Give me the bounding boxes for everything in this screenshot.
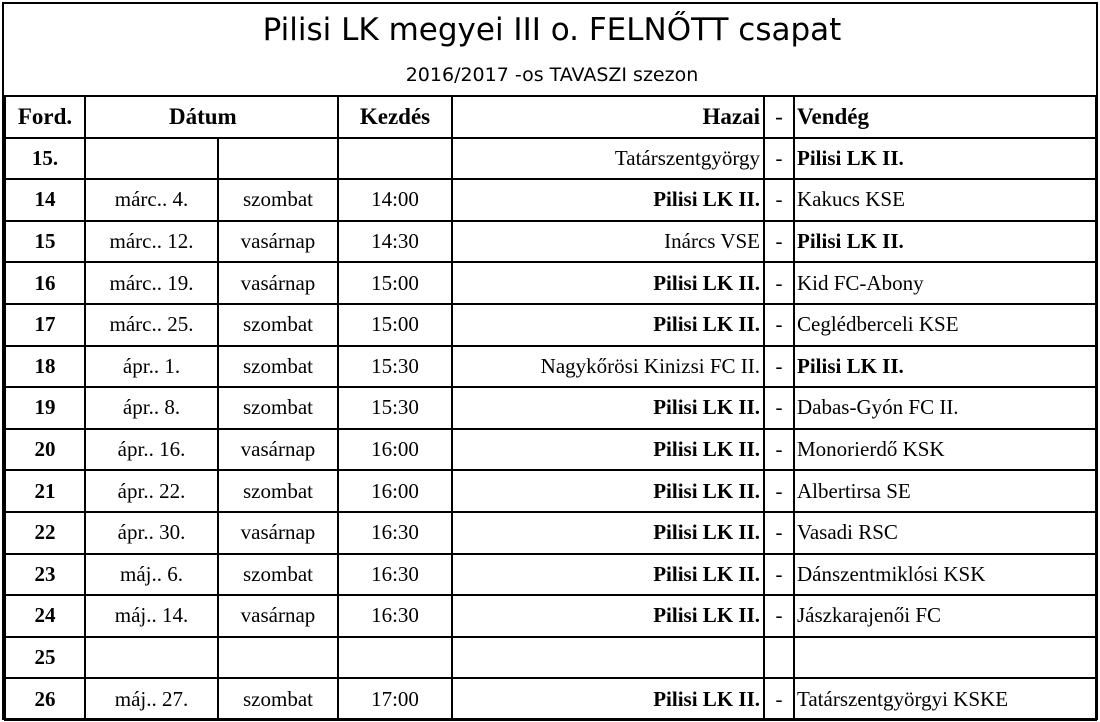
table-row — [5, 179, 1096, 221]
away-team-cell: Vasadi RSC — [794, 512, 1096, 554]
away-team-cell: Pilisi LK II. — [794, 221, 1096, 263]
separator-cell: - — [764, 678, 794, 720]
round-cell: 24 — [5, 595, 85, 637]
home-team-cell: Pilisi LK II. — [452, 387, 764, 429]
weekday-cell: szombat — [218, 554, 338, 596]
home-team-cell: Pilisi LK II. — [452, 179, 764, 221]
home-team-cell: Pilisi LK II. — [452, 429, 764, 471]
weekday-cell: vasárnap — [218, 221, 338, 263]
table-row — [5, 512, 1096, 554]
start-time-cell: 16:30 — [338, 595, 452, 637]
weekday-cell: szombat — [218, 304, 338, 346]
round-cell: 18 — [5, 346, 85, 388]
weekday-cell: vasárnap — [218, 512, 338, 554]
start-time-cell — [338, 637, 452, 679]
weekday-cell: szombat — [218, 470, 338, 512]
date-cell: ápr.. 22. — [85, 470, 218, 512]
weekday-cell: vasárnap — [218, 429, 338, 471]
weekday-cell: szombat — [218, 678, 338, 720]
weekday-cell: szombat — [218, 179, 338, 221]
home-team-cell: Nagykőrösi Kinizsi FC II. — [452, 346, 764, 388]
home-team-cell: Pilisi LK II. — [452, 304, 764, 346]
date-cell: ápr.. 8. — [85, 387, 218, 429]
column-header-separator: - — [764, 96, 794, 138]
away-team-cell: Monorierdő KSK — [794, 429, 1096, 471]
date-cell: ápr.. 16. — [85, 429, 218, 471]
separator-cell: - — [764, 429, 794, 471]
weekday-cell: vasárnap — [218, 595, 338, 637]
table-row — [5, 678, 1096, 720]
separator-cell: - — [764, 387, 794, 429]
home-team-cell: Tatárszentgyörgy — [452, 138, 764, 180]
date-cell: márc.. 25. — [85, 304, 218, 346]
home-team-cell: Pilisi LK II. — [452, 512, 764, 554]
separator-cell — [764, 637, 794, 679]
round-cell: 15 — [5, 221, 85, 263]
page-title: Pilisi LK megyei III o. FELNŐTT csapat — [262, 12, 842, 48]
home-team-cell: Pilisi LK II. — [452, 262, 764, 304]
away-team-cell: Pilisi LK II. — [794, 346, 1096, 388]
table-row — [5, 595, 1096, 637]
fixture-rows — [5, 138, 1096, 720]
separator-cell: - — [764, 346, 794, 388]
round-cell: 17 — [5, 304, 85, 346]
table-row — [5, 346, 1096, 388]
away-team-cell: Kakucs KSE — [794, 179, 1096, 221]
date-cell — [85, 138, 218, 180]
separator-cell: - — [764, 221, 794, 263]
weekday-cell: szombat — [218, 387, 338, 429]
date-cell: márc.. 4. — [85, 179, 218, 221]
start-time-cell: 17:00 — [338, 678, 452, 720]
column-header-round: Ford. — [5, 96, 85, 138]
weekday-cell: szombat — [218, 346, 338, 388]
start-time-cell: 16:00 — [338, 429, 452, 471]
weekday-cell — [218, 138, 338, 180]
home-team-cell: Inárcs VSE — [452, 221, 764, 263]
home-team-cell: Pilisi LK II. — [452, 554, 764, 596]
date-cell: márc.. 12. — [85, 221, 218, 263]
column-header-date: Dátum — [85, 96, 338, 138]
weekday-cell: vasárnap — [218, 262, 338, 304]
start-time-cell: 15:30 — [338, 387, 452, 429]
home-team-cell: Pilisi LK II. — [452, 678, 764, 720]
column-header-start: Kezdés — [338, 96, 452, 138]
home-team-cell: Pilisi LK II. — [452, 595, 764, 637]
round-cell: 15. — [5, 138, 85, 180]
round-cell: 16 — [5, 262, 85, 304]
round-cell: 23 — [5, 554, 85, 596]
separator-cell: - — [764, 262, 794, 304]
table-row — [5, 387, 1096, 429]
date-cell — [85, 637, 218, 679]
table-row — [5, 304, 1096, 346]
round-cell: 26 — [5, 678, 85, 720]
away-team-cell: Albertirsa SE — [794, 470, 1096, 512]
date-cell: ápr.. 1. — [85, 346, 218, 388]
date-cell: máj.. 27. — [85, 678, 218, 720]
table-row — [5, 221, 1096, 263]
round-cell: 25 — [5, 637, 85, 679]
start-time-cell: 15:00 — [338, 304, 452, 346]
start-time-cell — [338, 138, 452, 180]
away-team-cell: Pilisi LK II. — [794, 138, 1096, 180]
separator-cell: - — [764, 304, 794, 346]
away-team-cell — [794, 637, 1096, 679]
table-row — [5, 262, 1096, 304]
start-time-cell: 15:00 — [338, 262, 452, 304]
round-cell: 20 — [5, 429, 85, 471]
separator-cell: - — [764, 179, 794, 221]
separator-cell: - — [764, 470, 794, 512]
season-subtitle: 2016/2017 -os TAVASZI szezon — [405, 64, 699, 86]
date-cell: máj.. 6. — [85, 554, 218, 596]
round-cell: 22 — [5, 512, 85, 554]
start-time-cell: 14:30 — [338, 221, 452, 263]
away-team-cell: Kid FC-Abony — [794, 262, 1096, 304]
separator-cell: - — [764, 554, 794, 596]
column-header-home: Hazai — [452, 96, 764, 138]
date-cell: máj.. 14. — [85, 595, 218, 637]
start-time-cell: 14:00 — [338, 179, 452, 221]
table-row — [5, 429, 1096, 471]
away-team-cell: Jászkarajenői FC — [794, 595, 1096, 637]
table-row — [5, 470, 1096, 512]
round-cell: 19 — [5, 387, 85, 429]
away-team-cell: Ceglédberceli KSE — [794, 304, 1096, 346]
weekday-cell — [218, 637, 338, 679]
round-cell: 14 — [5, 179, 85, 221]
start-time-cell: 16:30 — [338, 554, 452, 596]
fixture-table — [4, 95, 1097, 721]
table-row — [5, 554, 1096, 596]
start-time-cell: 15:30 — [338, 346, 452, 388]
start-time-cell: 16:30 — [338, 512, 452, 554]
home-team-cell — [452, 637, 764, 679]
away-team-cell: Tatárszentgyörgyi KSKE — [794, 678, 1096, 720]
table-header-row — [5, 96, 1096, 138]
separator-cell: - — [764, 512, 794, 554]
table-row — [5, 138, 1096, 180]
date-cell: ápr.. 30. — [85, 512, 218, 554]
away-team-cell: Dabas-Gyón FC II. — [794, 387, 1096, 429]
column-header-away: Vendég — [794, 96, 1096, 138]
date-cell: márc.. 19. — [85, 262, 218, 304]
table-row — [5, 637, 1096, 679]
away-team-cell: Dánszentmiklósi KSK — [794, 554, 1096, 596]
round-cell: 21 — [5, 470, 85, 512]
separator-cell: - — [764, 138, 794, 180]
home-team-cell: Pilisi LK II. — [452, 470, 764, 512]
start-time-cell: 16:00 — [338, 470, 452, 512]
separator-cell: - — [764, 595, 794, 637]
